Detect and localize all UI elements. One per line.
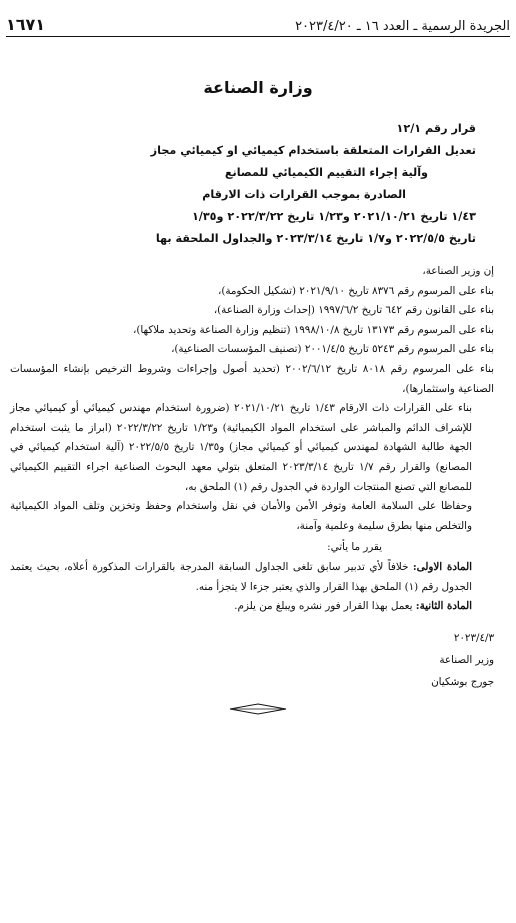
resolves-line: يقرر ما يأتي: bbox=[327, 541, 382, 554]
decree-number: قرار رقم ١٢/١ bbox=[396, 122, 476, 135]
consideration-item: بناء على القانون رقم ٦٤٢ تاريخ ١٩٩٧/٦/٢ (إحداث وزارة الصناعة)، bbox=[213, 304, 494, 317]
signature-date: ٢٠٢٣/٤/٣ bbox=[453, 632, 494, 644]
minister-intro: إن وزير الصناعة، bbox=[422, 265, 494, 277]
page-number: ١٦٧١ bbox=[6, 15, 46, 34]
end-ornament-icon bbox=[228, 703, 288, 715]
decree-title-line: الصادرة بموجب القرارات ذات الارقام bbox=[202, 188, 406, 201]
article-1-label: المادة الاولى: bbox=[412, 560, 472, 573]
decree-body bbox=[10, 262, 494, 617]
article-2-label: المادة الثانية: bbox=[415, 600, 472, 613]
ministry-title: وزارة الصناعة bbox=[203, 78, 313, 97]
running-head bbox=[6, 8, 510, 34]
decree-title-line: ١/٤٣ تاريخ ٢٠٢١/١٠/٢١ و١/٢٣ تاريخ ٢٠٢٢/٣/٢٢ و١/٣٥ bbox=[191, 210, 476, 223]
article-1-text: خلافاً لأي تدبير سابق تلغى الجداول السابقة المدرجة بالقرارات المذكورة أعلاه، بحيث يعتمد الجدول رقم (١) الملحق بهذا القرار والذي يعتبر جزءا لا يتجزأ منه. bbox=[10, 560, 472, 593]
gazette-issue-title: الجريدة الرسمية ـ العدد ١٦ ـ ٢٠٢٣/٤/٢٠ bbox=[295, 19, 510, 34]
signature-title: وزير الصناعة bbox=[439, 654, 494, 666]
decree-title-line: تعديل القرارات المتعلقة باستخدام كيميائي او كيميائي مجاز bbox=[150, 144, 476, 157]
consideration-item: بناء على المرسوم رقم ٨٠١٨ تاريخ ٢٠٠٢/٦/١٢ (تحديد أصول وإجراءات وشروط الترخيص بإنشاء المؤسسات الصناعية واستثمارها)، bbox=[10, 362, 494, 395]
article-2-text: يعمل بهذا القرار فور نشره ويبلغ من يلزم. bbox=[234, 600, 416, 613]
article-1 bbox=[10, 558, 494, 597]
decree-heading bbox=[20, 118, 476, 250]
header-rule bbox=[6, 36, 510, 37]
signature-name: جورج بوشكيان bbox=[431, 676, 494, 688]
article-2 bbox=[10, 597, 494, 617]
consideration-item: وحفاظا على السلامة العامة وتوفر الأمن والأمان في نقل واستخدام وحفظ وتخزين وتلف المواد الكيميائية والتخلص منها بطرق سليمة وعلمية وآمنة، bbox=[10, 500, 472, 532]
consideration-item: بناء على المرسوم رقم ٥٢٤٣ تاريخ ٢٠٠١/٤/٥ (تصنيف المؤسسات الصناعية)، bbox=[171, 343, 494, 356]
consideration-item: بناء على القرارات ذات الارقام ١/٤٣ تاريخ ٢٠٢١/١٠/٢١ (ضرورة استخدام مهندس كيميائي أو كيميائي مجاز للإشراف الدائم والمباشر على استخدام المواد الكيميائية) و١/٢٣ تاريخ ٢٠٢٢/٣/٢٢ (ابراز ما يثبت استخدام الجهة طالبة الشهادة لمهندس كيميائي أو كيميائي مجاز) و١/٣٥ تاريخ ٢٠٢٢/٥/٥ (آلية استخدام كيميائي في المصانع) والقرار رقم ١/٧ تاريخ ٢٠٢٣/٣/١٤ المتعلق بتولي معهد البحوث الصناعية اجراء التقييم الكيميائي للمصانع التي تصنع المنتجات الواردة في الجدول رقم (١) الملحق به، bbox=[10, 402, 472, 493]
consideration-item: بناء على المرسوم رقم ١٣١٧٣ تاريخ ١٩٩٨/١٠/٨ (تنظيم وزارة الصناعة وتحديد ملاكها)، bbox=[133, 323, 494, 336]
decree-title-line: تاريخ ٢٠٢٢/٥/٥ و١/٧ تاريخ ٢٠٢٣/٣/١٤ والجداول الملحقة بها bbox=[155, 232, 476, 245]
signature-block bbox=[431, 627, 494, 693]
consideration-item: بناء على المرسوم رقم ٨٣٧٦ تاريخ ٢٠٢١/٩/١٠ (تشكيل الحكومة)، bbox=[218, 284, 494, 297]
decree-title-line: وآلية إجراء التقييم الكيميائي للمصانع bbox=[224, 166, 428, 179]
